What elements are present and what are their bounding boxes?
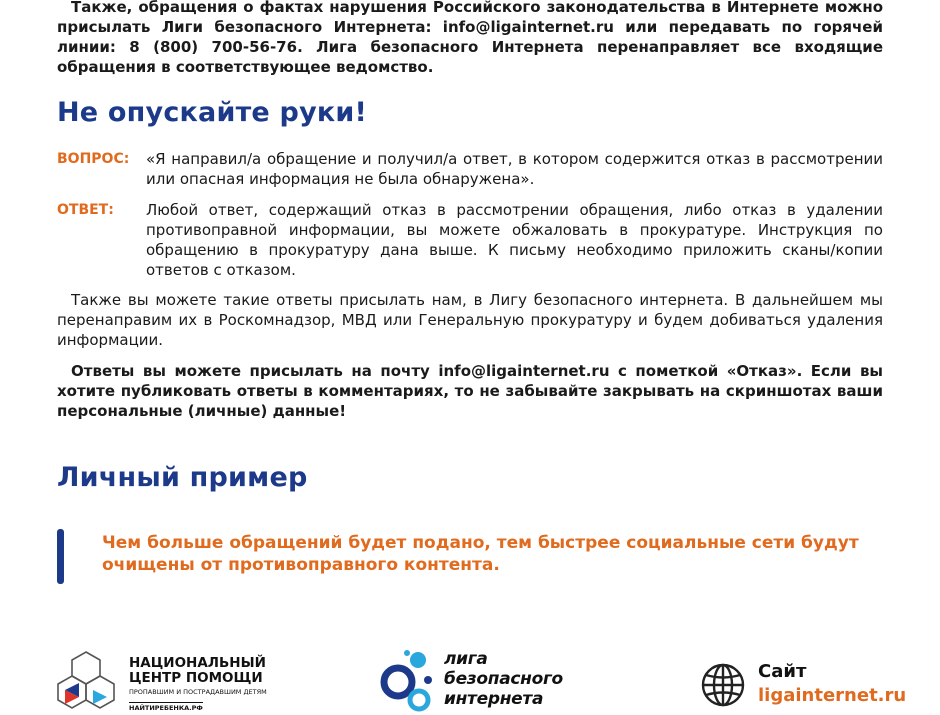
para3-text-1: Ответы вы можете присылать на почту [71, 362, 439, 380]
paragraph-send-answers [57, 361, 883, 421]
liga-title-1: лига [444, 649, 488, 669]
liga-title-3: интернета [444, 689, 544, 709]
ncp-subtitle: ПРОПАВШИМ И ПОСТРАДАВШИМ ДЕТЯМ [129, 688, 267, 696]
ncp-title-2: ЦЕНТР ПОМОЩИ [129, 670, 263, 686]
quote-bar [57, 529, 64, 584]
heading-dont-give-up: Не опускайте руки! [57, 97, 368, 128]
intro-text-2: или передавать по горячей линии: [57, 18, 883, 56]
answer-label: ОТВЕТ: [57, 202, 114, 218]
globe-icon [700, 662, 746, 708]
question-label: ВОПРОС: [57, 151, 130, 167]
site-url-link[interactable]: ligainternet.ru [758, 685, 907, 706]
liga-logo-block[interactable] [378, 648, 578, 714]
ncp-site: НАЙТИРЕБЕНКА.РФ [129, 704, 203, 712]
answer-text: Любой ответ, содержащий отказ в рассмотрении обращения, либо отказ в удалении противоправной информации, вы можете обжаловать в прокуратуре. Инструкция по обращению в прокуратуру дана выше. К письму необходимо приложить сканы/копии ответов с отказом. [146, 201, 883, 279]
site-link-block[interactable] [700, 660, 907, 710]
para3-text-2: с пометкой «Отказ». Если вы хотите публиковать ответы в комментариях, то не забывайте закрывать на скриншотах ваши персональные (личные) данные! [57, 362, 883, 420]
intro-phone: 8 (800) 700-56-76 [129, 38, 298, 56]
liga-title-2: безопасного [444, 669, 563, 689]
quote-text: Чем больше обращений будет подано, тем быстрее социальные сети будут очищены от противоправного контента. [102, 533, 859, 575]
intro-paragraph [57, 0, 883, 77]
question-text: «Я направил/а обращение и получил/а ответ, в котором содержится отказ в рассмотрении или опасная информация не была обнаружена». [146, 150, 883, 188]
ncp-logo-block[interactable] [55, 650, 270, 712]
intro-text-3: . Лига безопасного Интернета перенаправляет все входящие обращения в соответствующее ведомство. [57, 38, 883, 76]
ncp-cube-icon [55, 650, 117, 712]
para3-email-link[interactable]: info@ligainternet.ru [438, 362, 610, 380]
intro-email-link[interactable]: info@ligainternet.ru [442, 18, 614, 36]
liga-circles-icon [378, 648, 438, 712]
paragraph-forward-answers: Также вы можете такие ответы присылать нам, в Лигу безопасного интернета. В дальнейшем мы перенаправим их в Роскомнадзор, МВД или Генеральную прокуратуру и будем добиваться удаления информации. [57, 291, 883, 349]
intro-text-1: Также, обращения о фактах нарушения Российского законодательства в Интернете можно присылать Лиги безопасного Интернета: [57, 0, 883, 36]
heading-personal-example: Личный пример [57, 462, 308, 493]
ncp-title-1: НАЦИОНАЛЬНЫЙ [129, 655, 266, 671]
site-label: Сайт [758, 661, 807, 682]
